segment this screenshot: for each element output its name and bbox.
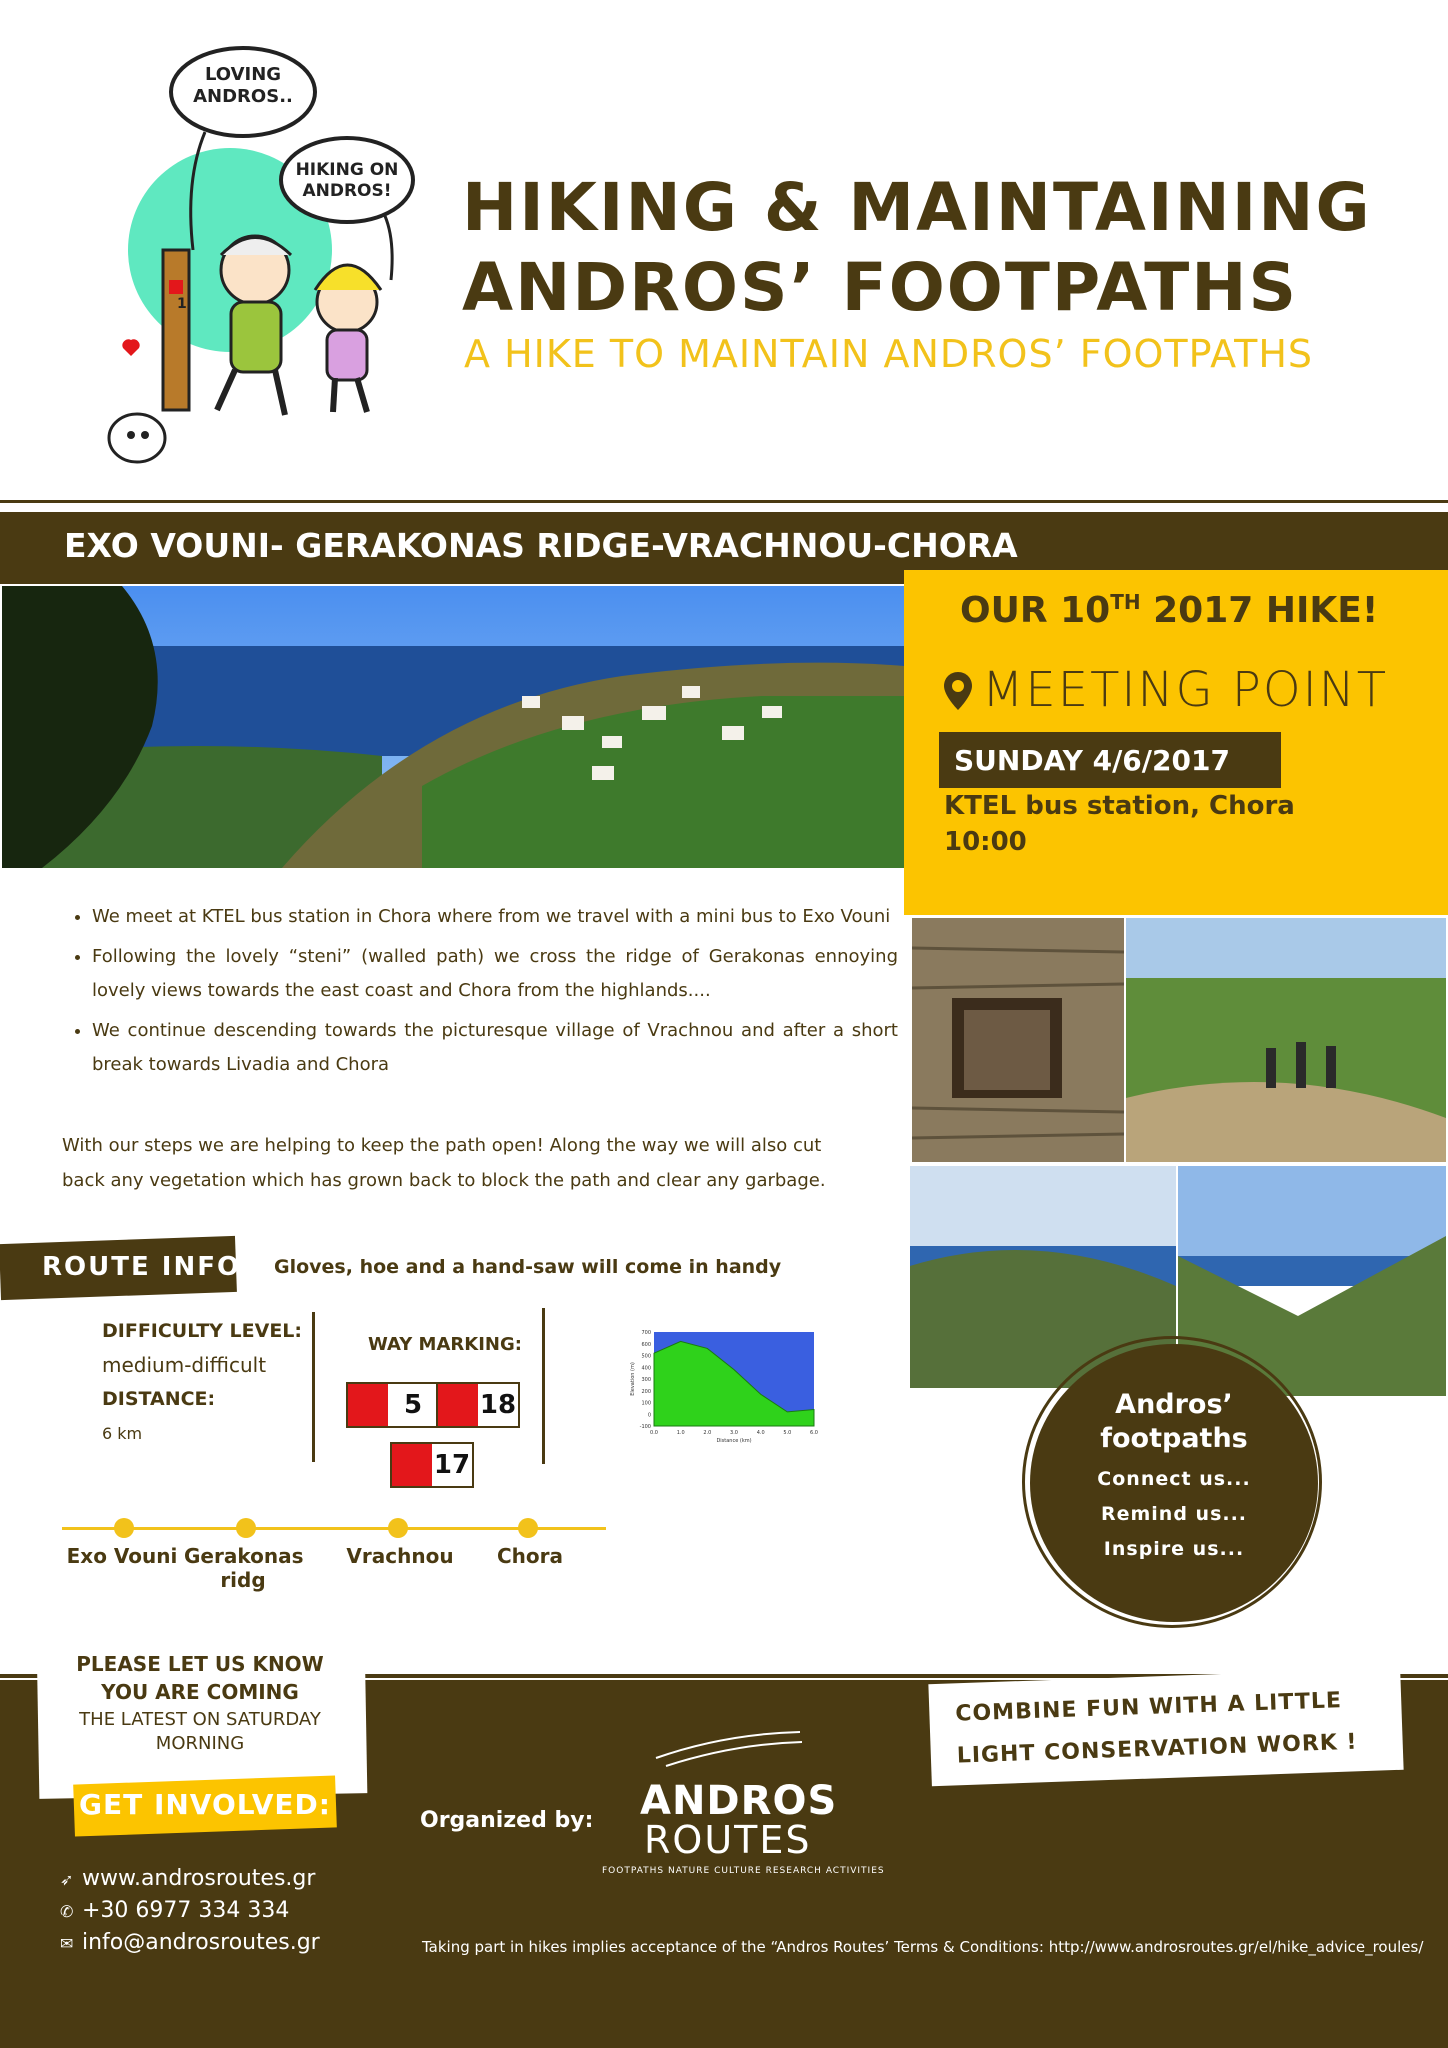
meeting-time: 10:00	[944, 827, 1027, 857]
x-tick-label: 3.0	[730, 1430, 738, 1436]
title-line-1: HIKING & MAINTAINING	[462, 169, 1372, 246]
difficulty-value: medium-difficult	[102, 1353, 267, 1377]
meeting-place-block	[944, 788, 1295, 860]
website-text: www.androsroutes.gr	[82, 1866, 316, 1891]
y-tick-label: -100	[639, 1424, 651, 1430]
badge-line-remind: Remind us...	[1100, 1503, 1248, 1525]
logo-andros: ANDROS	[640, 1778, 838, 1824]
badge-line-inspire: Inspire us...	[1103, 1538, 1245, 1560]
list-item: • We continue descending towards the picturesque village of Vrachnou and after a short break towards Livadia and Chora	[92, 1014, 898, 1082]
hike-count-prefix: OUR 10	[960, 590, 1111, 631]
way-mark-18	[436, 1382, 520, 1428]
combine-line-2: LIGHT CONSERVATION WORK !	[956, 1729, 1358, 1769]
y-tick-label: 0	[647, 1412, 651, 1419]
difficulty-label: DIFFICULTY LEVEL:	[102, 1320, 303, 1342]
location-pin-icon	[944, 672, 972, 710]
gear-note: Gloves, hoe and a hand-saw will come in handy	[274, 1256, 782, 1278]
y-tick-label: 700	[641, 1330, 651, 1336]
logo-routes: ROUTES	[644, 1818, 812, 1862]
way-mark-17	[390, 1442, 474, 1488]
email-text: info@androsroutes.gr	[82, 1930, 320, 1955]
organized-by-label: Organized by:	[420, 1808, 594, 1833]
cursor-icon: ➶	[60, 1870, 74, 1889]
divider	[542, 1308, 545, 1464]
phone-icon: ✆	[60, 1902, 74, 1921]
description-list	[60, 900, 898, 1088]
meeting-place: KTEL bus station, Chora	[944, 791, 1295, 821]
phone-link[interactable]	[60, 1898, 289, 1923]
hikers-photo	[1126, 918, 1446, 1162]
meeting-point-label: MEETING POINT	[982, 662, 1389, 718]
x-tick-label: 4.0	[756, 1430, 765, 1436]
x-tick-label: 1.0	[676, 1430, 685, 1436]
notice-bold: PLEASE LET US KNOW YOU ARE COMING	[76, 1652, 324, 1704]
timeline-stop-label: Gerakonas ridg	[184, 1544, 304, 1592]
x-axis-label: Distance (km)	[716, 1438, 752, 1444]
website-link[interactable]	[60, 1866, 315, 1891]
hike-count-suffix: 2017 HIKE!	[1140, 590, 1379, 631]
x-tick-label: 2.0	[703, 1430, 712, 1436]
x-tick-label: 6.0	[810, 1430, 818, 1436]
list-item: • Following the lovely “steni” (walled path) we cross the ridge of Gerakonas ennoying lovely views towards the east coast and Chora from the highlands....	[92, 940, 898, 1008]
timeline-stop-dot	[236, 1518, 256, 1538]
way-mark-number: 18	[479, 1390, 517, 1420]
meeting-date: SUNDAY 4/6/2017	[954, 744, 1230, 777]
terms-note: Taking part in hikes implies acceptance of the “Andros Routes’ Terms & Conditions: http://www.androsroutes.gr/el/hike_advice_roules/	[422, 1938, 1424, 1956]
x-tick-label: 0.0	[650, 1430, 658, 1436]
stone-wall-window-photo	[912, 918, 1124, 1162]
route-info-label: ROUTE INFO:	[42, 1252, 254, 1282]
y-tick-label: 400	[641, 1365, 651, 1372]
timeline-stop-label: Vrachnou	[346, 1544, 454, 1568]
badge-title	[1030, 1388, 1318, 1456]
y-tick-label: 500	[641, 1353, 651, 1360]
way-marking-label: WAY MARKING:	[368, 1334, 522, 1355]
steps-paragraph: With our steps we are helping to keep the path open! Along the way we will also cut back any vegetation which has grown back to block the path and clear any garbage.	[62, 1135, 826, 1191]
logo-swoosh-icon	[654, 1728, 804, 1768]
route-title: EXO VOUNI- GERAKONAS RIDGE-VRACHNOU-CHORA	[64, 526, 1018, 565]
way-mark-5	[346, 1382, 440, 1428]
badge-line-connect: Connect us...	[1097, 1468, 1251, 1490]
hike-count-sup: TH	[1110, 590, 1141, 614]
distance-label: DISTANCE:	[102, 1388, 216, 1410]
envelope-icon: ✉	[60, 1934, 74, 1953]
way-mark-number: 5	[403, 1390, 423, 1420]
speech-bubble-2: HIKING ON ANDROS!	[295, 160, 399, 201]
divider	[0, 500, 1448, 503]
elevation-chart	[626, 1328, 820, 1444]
combine-line-1: COMBINE FUN WITH A LITTLE	[954, 1688, 1343, 1727]
title-line-2: ANDROS’ FOOTPATHS	[462, 249, 1298, 326]
distance-value: 6 km	[102, 1424, 143, 1443]
get-involved-label: GET INVOLVED:	[78, 1788, 331, 1821]
timeline-stop-label: Chora	[496, 1544, 563, 1568]
timeline-stop-dot	[388, 1518, 408, 1538]
y-tick-label: 600	[641, 1341, 651, 1348]
badge-title-line-2: footpaths	[1100, 1423, 1248, 1454]
email-link[interactable]	[60, 1930, 320, 1955]
way-mark-number: 17	[433, 1450, 471, 1480]
y-tick-label: 200	[641, 1388, 651, 1395]
speech-bubble-1: LOVING ANDROS..	[193, 64, 293, 107]
phone-text: +30 6977 334 334	[82, 1898, 290, 1923]
list-item: • We meet at KTEL bus station in Chora where from we travel with a mini bus to Exo Vouni	[92, 900, 898, 934]
timeline-stop-label: Exo Vouni	[66, 1544, 178, 1568]
badge-title-line-1: Andros’	[1115, 1389, 1233, 1420]
page-title	[462, 168, 1422, 328]
y-tick-label: 100	[641, 1400, 651, 1407]
page-subtitle: A HIKE TO MAINTAIN ANDROS’ FOOTPATHS	[464, 332, 1314, 376]
logo-tagline: FOOTPATHS NATURE CULTURE RESEARCH ACTIVITIES	[602, 1866, 885, 1876]
notice-light: THE LATEST ON SATURDAY MORNING	[79, 1709, 321, 1754]
timeline-stop-dot	[518, 1518, 538, 1538]
signpost-number: 1	[177, 296, 187, 312]
x-tick-label: 5.0	[783, 1430, 792, 1436]
divider	[312, 1312, 315, 1462]
y-tick-label: 300	[641, 1377, 651, 1383]
hike-count-heading	[960, 590, 1378, 631]
y-axis-label: Elevation (m)	[630, 1362, 636, 1396]
timeline-stop-dot	[114, 1518, 134, 1538]
combine-text	[955, 1678, 1398, 1777]
hero-landscape-photo	[2, 586, 904, 868]
